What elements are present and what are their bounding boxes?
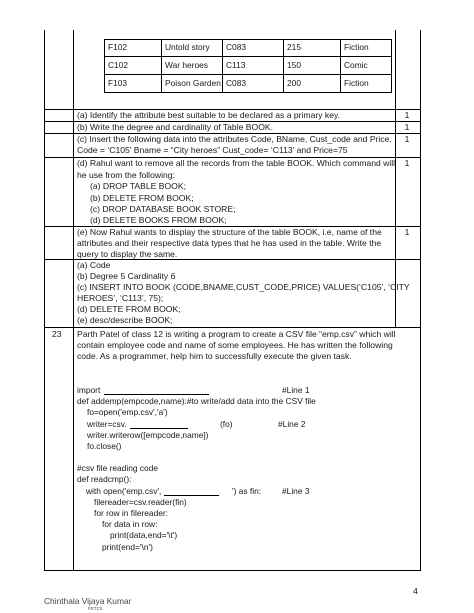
- marks-c: 1: [404, 134, 410, 144]
- code-line: fo.close(): [87, 441, 122, 451]
- question-b: (b) Write the degree and cardinality of Table BOOK.: [77, 122, 274, 132]
- answer-line: (e) desc/describe BOOK;: [77, 315, 173, 325]
- table-cell: F103: [108, 78, 128, 88]
- answer-line: (b) Degree 5 Cardinality 6: [77, 271, 176, 281]
- line-3-tag: #Line 3: [282, 486, 310, 496]
- question-c-line: Code = ‘C105’ Bname = “City heroes” Cust_code= ‘C113’ and Price=75: [77, 145, 348, 155]
- marks-a: 1: [404, 110, 410, 120]
- code-comment: #csv file reading code: [77, 463, 159, 473]
- table-cell: 150: [287, 60, 301, 70]
- q23-intro-line: code. As a programmer, help him to successfully execute the given task.: [77, 351, 352, 361]
- answer-line: (c) INSERT INTO BOOK (CODE,BNAME,CUST_CODE,PRICE) VALUES(‘C105’, ‘CITY: [77, 282, 410, 292]
- question-d-line: (a) DROP TABLE BOOK;: [90, 181, 186, 191]
- code-line: print(end='\n'): [102, 542, 153, 552]
- table-cell: Comic: [344, 60, 368, 70]
- table-cell: Untold story: [165, 42, 210, 52]
- table-cell: 200: [287, 78, 301, 88]
- answer-line: (d) DELETE FROM BOOK;: [77, 304, 181, 314]
- question-d-line: (d) Rahul want to remove all the records from the table BOOK. Which command will: [77, 158, 396, 168]
- line-1-tag: #Line 1: [282, 385, 310, 395]
- blank-line-2: [130, 428, 188, 429]
- code-line: writer.writerow([empcode,name]): [87, 430, 209, 440]
- table-cell: 215: [287, 42, 301, 52]
- line-2-tag: #Line 2: [278, 419, 306, 429]
- code-line: for row in filereader:: [94, 508, 169, 518]
- marks-e: 1: [404, 227, 410, 237]
- table-cell: Poison Garden: [165, 78, 221, 88]
- table-cell: Fiction: [344, 42, 369, 52]
- code-line: fo=open('emp.csv','a'): [87, 407, 168, 417]
- blank-line-1: [104, 394, 209, 395]
- author-name: Chinthala Vijaya Kumar: [44, 596, 132, 606]
- code-with-open: with open('emp.csv',: [86, 486, 162, 496]
- page-number: 4: [413, 586, 418, 596]
- table-cell: C113: [226, 60, 246, 70]
- question-c-line: (c) Insert the following data into the attributes Code, BName, Cust_code and Price.: [77, 134, 392, 144]
- author-org: PGTCS: [88, 606, 103, 611]
- code-line: print(data,end='\t'): [110, 530, 178, 540]
- question-d-line: (b) DELETE FROM BOOK;: [90, 192, 194, 203]
- code-line: def addemp(empcode,name):#to write/add data into the CSV file: [77, 396, 316, 406]
- question-d-line: (d) DELETE BOOKS FROM BOOK;: [90, 215, 227, 225]
- marks-b: 1: [404, 122, 410, 132]
- code-line: filereader=csv.reader(fin): [94, 497, 187, 507]
- table-cell: C102: [108, 60, 129, 70]
- q23-intro-line: contain employee code and name of some employees. He has written the following: [77, 340, 393, 350]
- question-e-line: attributes and their respective data types that he has used in the table. Write the: [77, 238, 382, 248]
- answer-line: HEROES’, ‘C113’, 75);: [77, 293, 164, 303]
- code-writer-arg: (fo): [220, 419, 233, 429]
- table-cell: War heroes: [165, 60, 208, 70]
- question-a: (a) Identify the attribute best suitable to be declared as a primary key.: [77, 110, 341, 120]
- question-d-line: (c) DROP DATABASE BOOK STORE;: [90, 204, 236, 214]
- question-e-line: query to display the same.: [77, 249, 178, 259]
- code-import: import: [77, 385, 101, 395]
- code-line: def readcmp():: [77, 474, 132, 484]
- q23-intro-line: Parth Patel of class 12 is writing a program to create a CSV file “emp.csv” which will: [77, 329, 396, 339]
- table-cell: F102: [108, 42, 128, 52]
- answer-line: (a) Code: [77, 260, 111, 270]
- question-e-line: (e) Now Rahul wants to display the structure of the table BOOK, i.e, name of the: [77, 227, 382, 237]
- table-cell: C083: [226, 78, 247, 88]
- marks-d: 1: [404, 158, 410, 168]
- code-line: for data in row:: [102, 519, 158, 529]
- code-writer: writer=csv.: [87, 419, 127, 429]
- question-d-line: he use from the following:: [77, 169, 175, 180]
- blank-line-3: [164, 495, 219, 496]
- code-with-open-end: ') as fin:: [232, 486, 262, 496]
- table-cell: C083: [226, 42, 247, 52]
- question-number: 23: [52, 329, 62, 339]
- table-cell: Fiction: [344, 78, 369, 88]
